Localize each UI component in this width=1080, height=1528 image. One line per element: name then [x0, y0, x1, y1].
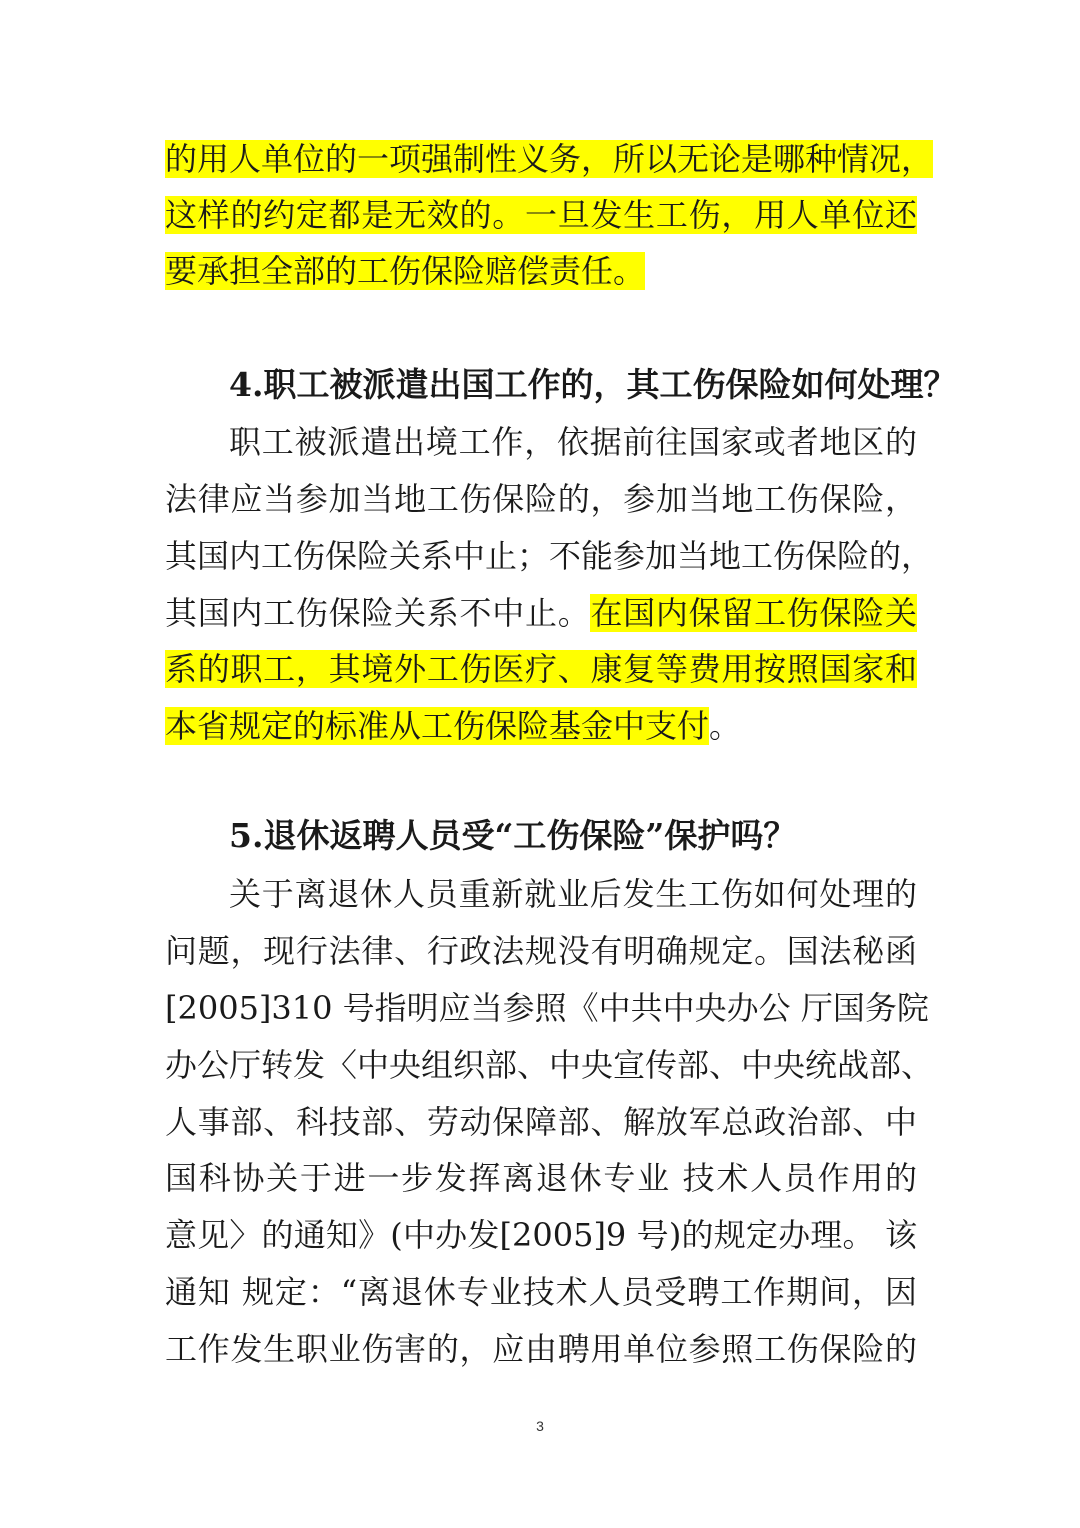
paragraph-line: 工作发生职业伤害的，应由聘用单位参照工伤保险的	[165, 1330, 917, 1368]
paragraph-line	[165, 187, 917, 243]
section-4-heading: 4.职工被派遣出国工作的，其工伤保险如何处理？	[229, 365, 957, 404]
paragraph-line: 关于离退休人员重新就业后发生工伤如何处理的	[229, 875, 917, 913]
plain-text: 。	[709, 707, 742, 745]
paragraph-line: 法律应当参加当地工伤保险的，参加当地工伤保险，	[165, 480, 917, 518]
paragraph-line	[165, 585, 917, 641]
paragraph-line	[165, 641, 917, 697]
paragraph-line: 人事部、科技部、劳动保障部、解放军总政治部、中	[165, 1103, 917, 1141]
paragraph-line: 国科协关于进一步发挥离退休专业 技术人员作用的	[165, 1159, 917, 1197]
paragraph-line: 通知 规定：“离退休专业技术人员受聘工作期间，因	[165, 1273, 917, 1311]
highlighted-text: 的用人单位的一项强制性义务，所以无论是哪种情况，	[165, 140, 934, 178]
paragraph-line: 意见〉的通知》(中办发[2005]9 号)的规定办理。 该	[165, 1216, 917, 1254]
section-5-heading: 5.退休返聘人员受“工伤保险”保护吗？	[229, 816, 797, 855]
highlighted-text: 系的职工，其境外工伤医疗、康复等费用按照国家和	[165, 650, 917, 688]
paragraph-line: 其国内工伤保险关系中止；不能参加当地工伤保险的，	[165, 537, 934, 575]
highlighted-text: 在国内保留工伤保险关	[590, 594, 917, 632]
paragraph-line	[165, 698, 917, 754]
paragraph-line: 办公厅转发〈中央组织部、中央宣传部、中央统战部、	[165, 1046, 934, 1084]
highlighted-text: 本省规定的标准从工伤保险基金中支付	[165, 707, 710, 745]
paragraph-line	[165, 243, 917, 299]
page-number: 3	[536, 1418, 544, 1434]
highlighted-text: 这样的约定都是无效的。一旦发生工伤，用人单位还	[165, 196, 917, 234]
paragraph-line	[165, 131, 934, 187]
plain-text: 其国内工伤保险关系不中止。	[165, 594, 591, 632]
highlighted-text: 要承担全部的工伤保险赔偿责任。	[165, 252, 646, 290]
paragraph-line: [2005]310 号指明应当参照《中共中央办公 厅国务院	[165, 989, 929, 1027]
paragraph-line: 问题，现行法律、行政法规没有明确规定。国法秘函	[165, 932, 917, 970]
paragraph-line: 职工被派遣出境工作，依据前往国家或者地区的	[229, 423, 917, 461]
